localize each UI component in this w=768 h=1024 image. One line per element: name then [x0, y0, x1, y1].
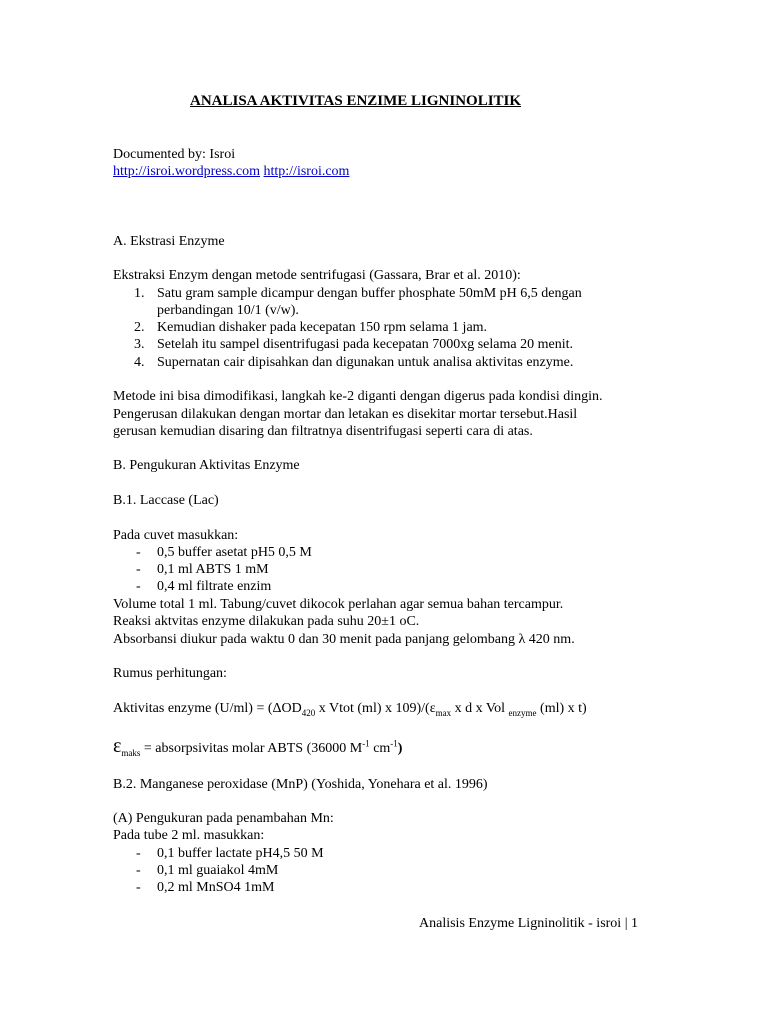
reagent-item: 0,5 buffer asetat pH5 0,5 M [157, 545, 312, 560]
paragraph-line: gerusan kemudian disaring dan filtratnya disentrifugasi seperti cara di atas. [113, 424, 533, 439]
step-number: 2. [134, 320, 145, 335]
note-line: Volume total 1 ml. Tabung/cuvet dikocok perlahan agar semua bahan tercampur. [113, 597, 564, 612]
step-number: 4. [134, 355, 145, 370]
b1-heading: B.1. Laccase (Lac) [113, 493, 219, 508]
wordpress-link[interactable]: http://isroi.wordpress.com [113, 164, 260, 179]
isroi-link[interactable]: http://isroi.com [263, 164, 350, 179]
bullet-dash: - [136, 545, 141, 560]
bullet-dash: - [136, 846, 141, 861]
rumus-label: Rumus perhitungan: [113, 666, 227, 681]
section-a-intro: Ekstraksi Enzym dengan metode sentrifugasi (Gassara, Brar et al. 2010): [113, 268, 521, 283]
section-a-heading: A. Ekstrasi Enzyme [113, 234, 225, 249]
b2-subheading: (A) Pengukuran pada penambahan Mn: [113, 811, 334, 826]
step-number: 3. [134, 337, 145, 352]
section-b-heading: B. Pengukuran Aktivitas Enzyme [113, 458, 300, 473]
note-line: Absorbansi diukur pada waktu 0 dan 30 menit pada panjang gelombang λ 420 nm. [113, 632, 575, 647]
links-line [113, 163, 349, 180]
step-text: Kemudian dishaker pada kecepatan 150 rpm selama 1 jam. [157, 320, 488, 335]
paragraph-line: Pengerusan dilakukan dengan mortar dan letakan es disekitar mortar tersebut.Hasil [113, 407, 578, 422]
step-number: 1. [134, 286, 145, 301]
bullet-dash: - [136, 880, 141, 895]
reagent-item: 0,2 ml MnSO4 1mM [157, 880, 275, 895]
step-text: Satu gram sample dicampur dengan buffer phosphate 50mM pH 6,5 dengan [157, 286, 582, 301]
reagent-item: 0,1 ml ABTS 1 mM [157, 562, 269, 577]
page-footer: Analisis Enzyme Ligninolitik - isroi | 1 [419, 916, 639, 931]
cuvet-intro: Pada cuvet masukkan: [113, 528, 239, 543]
paragraph-line: Metode ini bisa dimodifikasi, langkah ke-2 diganti dengan digerus pada kondisi dingin. [113, 389, 603, 404]
bullet-dash: - [136, 579, 141, 594]
tube-intro: Pada tube 2 ml. masukkan: [113, 828, 265, 843]
bullet-dash: - [136, 863, 141, 878]
note-line: Reaksi aktvitas enzyme dilakukan pada suhu 20±1 oC. [113, 614, 420, 629]
bullet-dash: - [136, 562, 141, 577]
author-line: Documented by: Isroi [113, 147, 236, 162]
b2-heading: B.2. Manganese peroxidase (MnP) (Yoshida, Yonehara et al. 1996) [113, 777, 488, 792]
document-title: ANALISA AKTIVITAS ENZIME LIGNINOLITIK [190, 93, 522, 109]
activity-formula: Aktivitas enzyme $(U/ml) = (\Delta OD_{420}$ x Vtot (ml) x $109)/(\varepsilon_{max}$ x d x Vol $_{enzyme}$ (ml) x t) [113, 701, 587, 718]
reagent-item: 0,1 ml guaiakol 4mM [157, 863, 279, 878]
step-text: Setelah itu sampel disentrifugasi pada kecepatan 7000xg selama 20 menit. [157, 337, 573, 352]
reagent-item: 0,4 ml filtrate enzim [157, 579, 272, 594]
step-text-continued: perbandingan 10/1 (v/w). [157, 303, 299, 318]
epsilon-definition: $\varepsilon_{maks}$ = absorpsivitas molar ABTS (36000 $M^{-1}$ $cm^{-1}$) [113, 735, 403, 758]
reagent-item: 0,1 buffer lactate pH4,5 50 M [157, 846, 324, 861]
step-text: Supernatan cair dipisahkan dan digunakan untuk analisa aktivitas enzyme. [157, 355, 574, 370]
